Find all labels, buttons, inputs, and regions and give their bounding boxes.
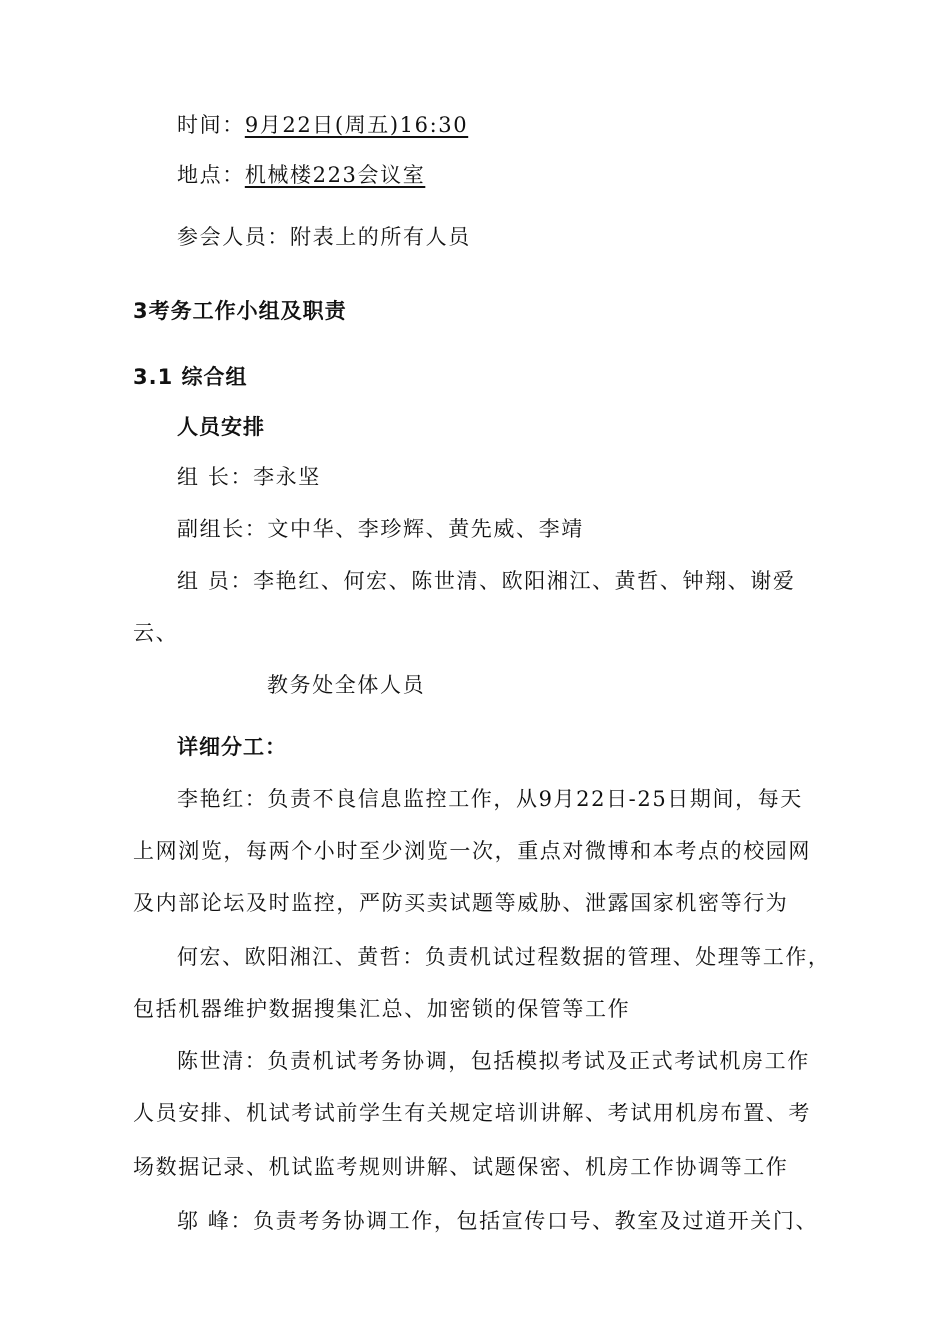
deputy-leaders: 副组长：文中华、李珍辉、黄先威、李靖	[177, 517, 584, 541]
division-heading: 详细分工：	[177, 735, 287, 759]
meeting-time	[177, 110, 468, 140]
meeting-time-value: 9月22日(周五)16:30	[244, 113, 469, 137]
meeting-place-label: 地点：	[177, 163, 245, 187]
meeting-time-label: 时间：	[177, 113, 245, 137]
group-leader: 组 长：李永坚	[177, 465, 321, 489]
staffing-heading: 人员安排	[177, 415, 265, 439]
meeting-attendees: 参会人员：附表上的所有人员	[177, 225, 471, 249]
meeting-place-value: 机械楼223会议室	[244, 163, 426, 187]
duty-2-line1: 何宏、欧阳湘江、黄哲：负责机试过程数据的管理、处理等工作，	[177, 945, 831, 969]
duty-1-line3: 及内部论坛及时监控，严防买卖试题等威胁、泄露国家机密等行为	[133, 891, 789, 915]
sub-section-heading: 3.1 综合组	[133, 365, 248, 389]
meeting-place	[177, 160, 425, 190]
duty-2-line2: 包括机器维护数据搜集汇总、加密锁的保管等工作	[133, 997, 631, 1021]
duty-3-line3: 场数据记录、机试监考规则讲解、试题保密、机房工作协调等工作	[133, 1155, 789, 1179]
duty-3-line1: 陈世清：负责机试考务协调，包括模拟考试及正式考试机房工作	[177, 1049, 810, 1073]
group-members-line3: 教务处全体人员	[267, 673, 426, 697]
duty-3-line2: 人员安排、机试考试前学生有关规定培训讲解、考试用机房布置、考	[133, 1101, 811, 1125]
duty-1-line2: 上网浏览，每两个小时至少浏览一次，重点对微博和本考点的校园网	[133, 839, 811, 863]
section-heading: 3考务工作小组及职责	[133, 299, 347, 323]
group-members-line1: 组 员：李艳红、何宏、陈世清、欧阳湘江、黄哲、钟翔、谢爱	[177, 569, 796, 593]
duty-1-line1: 李艳红：负责不良信息监控工作，从9月22日-25日期间，每天	[177, 787, 803, 811]
duty-4-line1: 邬 峰：负责考务协调工作，包括宣传口号、教室及过道开关门、	[177, 1209, 819, 1233]
group-members-line2: 云、	[133, 621, 179, 645]
